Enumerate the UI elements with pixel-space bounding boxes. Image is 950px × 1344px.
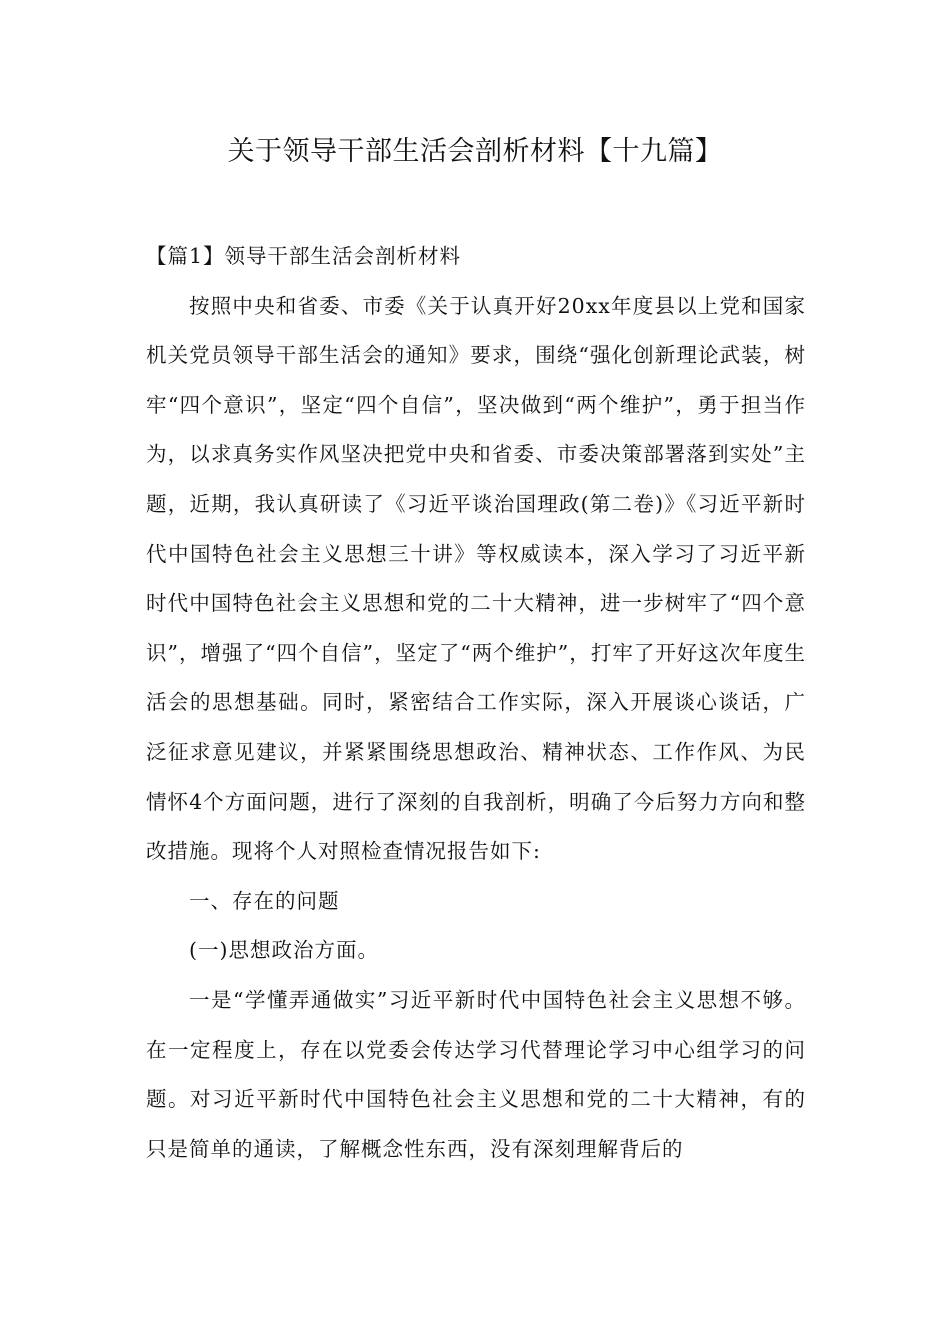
body-paragraph-point-one: 一是“学懂弄通做实”习近平新时代中国特色社会主义思想不够。在一定程度上，存在以党委会传达学习代替理论学习中心组学习的问题。对习近平新时代中国特色社会主义思想和党的二十大精神，有的只是简单的通读，了解概念性东西，没有深刻理解背后的 [146,987,806,1161]
body-heading-problems: 一、存在的问题 [189,888,340,913]
body-paragraph-intro: 按照中央和省委、市委《关于认真开好20xx年度县以上党和国家机关党员领导干部生活会的通知》要求，围绕“强化创新理论武装，树牢“四个意识”，坚定“四个自信”，坚决做到“两个维护”，勇于担当作为，以求真务实作风坚决把党中央和省委、市委决策部署落到实处”主题，近期，我认真研读了《习近平谈治国理政(第二卷)》《习近平新时代中国特色社会主义思想三十讲》等权威读本，深入学习了习近平新时代中国特色社会主义思想和党的二十大精神，进一步树牢了“四个意识”，增强了“四个自信”，坚定了“两个维护”，打牢了开好这次年度生活会的思想基础。同时，紧密结合工作实际，深入开展谈心谈话，广泛征求意见建议，并紧紧围绕思想政治、精神状态、工作作风、为民情怀4个方面问题，进行了深刻的自我剖析，明确了今后努力方向和整改措施。现将个人对照检查情况报告如下: [146,293,806,864]
section-heading: 【篇1】领导干部生活会剖析材料 [146,244,462,268]
document-body [146,232,806,1174]
document-title: 关于领导干部生活会剖析材料【十九篇】 [227,136,723,167]
body-subheading-ideology: (一)思想政治方面。 [189,938,380,963]
